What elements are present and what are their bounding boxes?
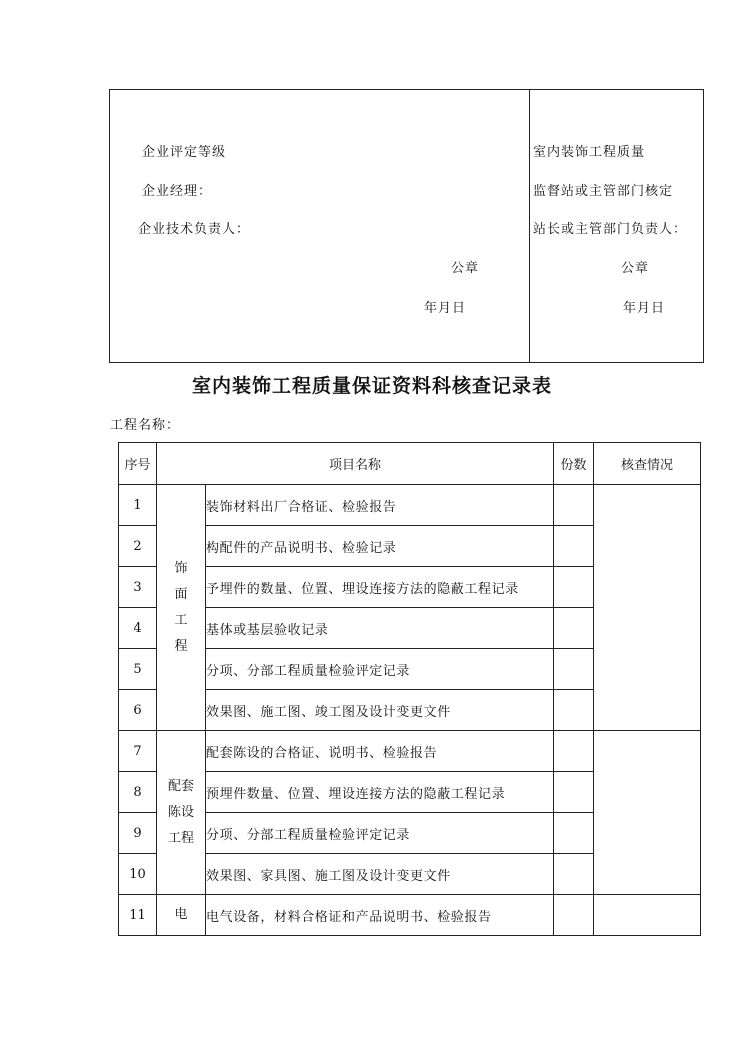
row-no: 2	[119, 526, 157, 567]
row-item: 予埋件的数量、位置、埋设连接方法的隐蔽工程记录	[206, 567, 554, 608]
enterprise-manager-label: 企业经理：	[142, 184, 213, 199]
row-no: 5	[119, 649, 157, 690]
enterprise-rating-label: 企业评定等级	[142, 145, 227, 160]
row-copies-cell[interactable]	[554, 690, 594, 731]
enterprise-date-label: 年月日	[424, 301, 467, 316]
row-no: 10	[119, 854, 157, 895]
row-copies-cell[interactable]	[554, 567, 594, 608]
row-item: 基体或基层验收记录	[206, 608, 554, 649]
group-electrical: 电	[157, 895, 206, 936]
row-no: 9	[119, 813, 157, 854]
row-copies-cell[interactable]	[554, 649, 594, 690]
row-item: 构配件的产品说明书、检验记录	[206, 526, 554, 567]
header-check: 核查情况	[594, 443, 701, 485]
table-row	[119, 731, 701, 772]
group3-check-cell[interactable]	[594, 895, 701, 936]
row-no: 11	[119, 895, 157, 936]
enterprise-tech-lead-label: 企业技术负责人：	[138, 222, 251, 237]
supervision-line3: 站长或主管部门负责人：	[533, 222, 688, 237]
header-item: 项目名称	[157, 443, 554, 485]
row-item: 电气设备，材料合格证和产品说明书、检验报告	[206, 895, 554, 936]
supervision-date-label: 年月日	[623, 301, 666, 316]
row-no: 7	[119, 731, 157, 772]
row-no: 8	[119, 772, 157, 813]
project-name-label: 工程名称：	[110, 418, 181, 433]
group-furnishing-works: 配套 陈设 工程	[157, 731, 206, 895]
enterprise-seal-label: 公章	[451, 261, 480, 276]
group2-check-cell[interactable]	[594, 731, 701, 895]
row-item: 配套陈设的合格证、说明书、检验报告	[206, 731, 554, 772]
row-copies-cell[interactable]	[554, 813, 594, 854]
signature-divider	[529, 89, 530, 363]
header-no: 序号	[119, 443, 157, 485]
supervision-line2: 监督站或主管部门核定	[533, 184, 674, 199]
row-item: 分项、分部工程质量检验评定记录	[206, 649, 554, 690]
row-no: 6	[119, 690, 157, 731]
header-copies: 份数	[554, 443, 594, 485]
group-finish-works: 饰 面 工 程	[157, 485, 206, 731]
row-item: 效果图、施工图、竣工图及设计变更文件	[206, 690, 554, 731]
row-item: 装饰材料出厂合格证、检验报告	[206, 485, 554, 526]
supervision-seal-label: 公章	[621, 261, 650, 276]
row-copies-cell[interactable]	[554, 772, 594, 813]
row-no: 1	[119, 485, 157, 526]
row-item: 分项、分部工程质量检验评定记录	[206, 813, 554, 854]
row-no: 4	[119, 608, 157, 649]
supervision-line1: 室内装饰工程质量	[533, 145, 646, 160]
row-copies-cell[interactable]	[554, 608, 594, 649]
row-copies-cell[interactable]	[554, 526, 594, 567]
row-item: 预埋件数量、位置、埋设连接方法的隐蔽工程记录	[206, 772, 554, 813]
row-item: 效果图、家具图、施工图及设计变更文件	[206, 854, 554, 895]
table-header-row	[119, 443, 701, 485]
record-table	[118, 442, 701, 936]
row-copies-cell[interactable]	[554, 731, 594, 772]
row-copies-cell[interactable]	[554, 485, 594, 526]
row-copies-cell[interactable]	[554, 895, 594, 936]
document-title: 室内装饰工程质量保证资料科核查记录表	[191, 375, 552, 397]
row-copies-cell[interactable]	[554, 854, 594, 895]
row-no: 3	[119, 567, 157, 608]
group1-check-cell[interactable]	[594, 485, 701, 731]
table-row	[119, 485, 701, 526]
table-row	[119, 895, 701, 936]
